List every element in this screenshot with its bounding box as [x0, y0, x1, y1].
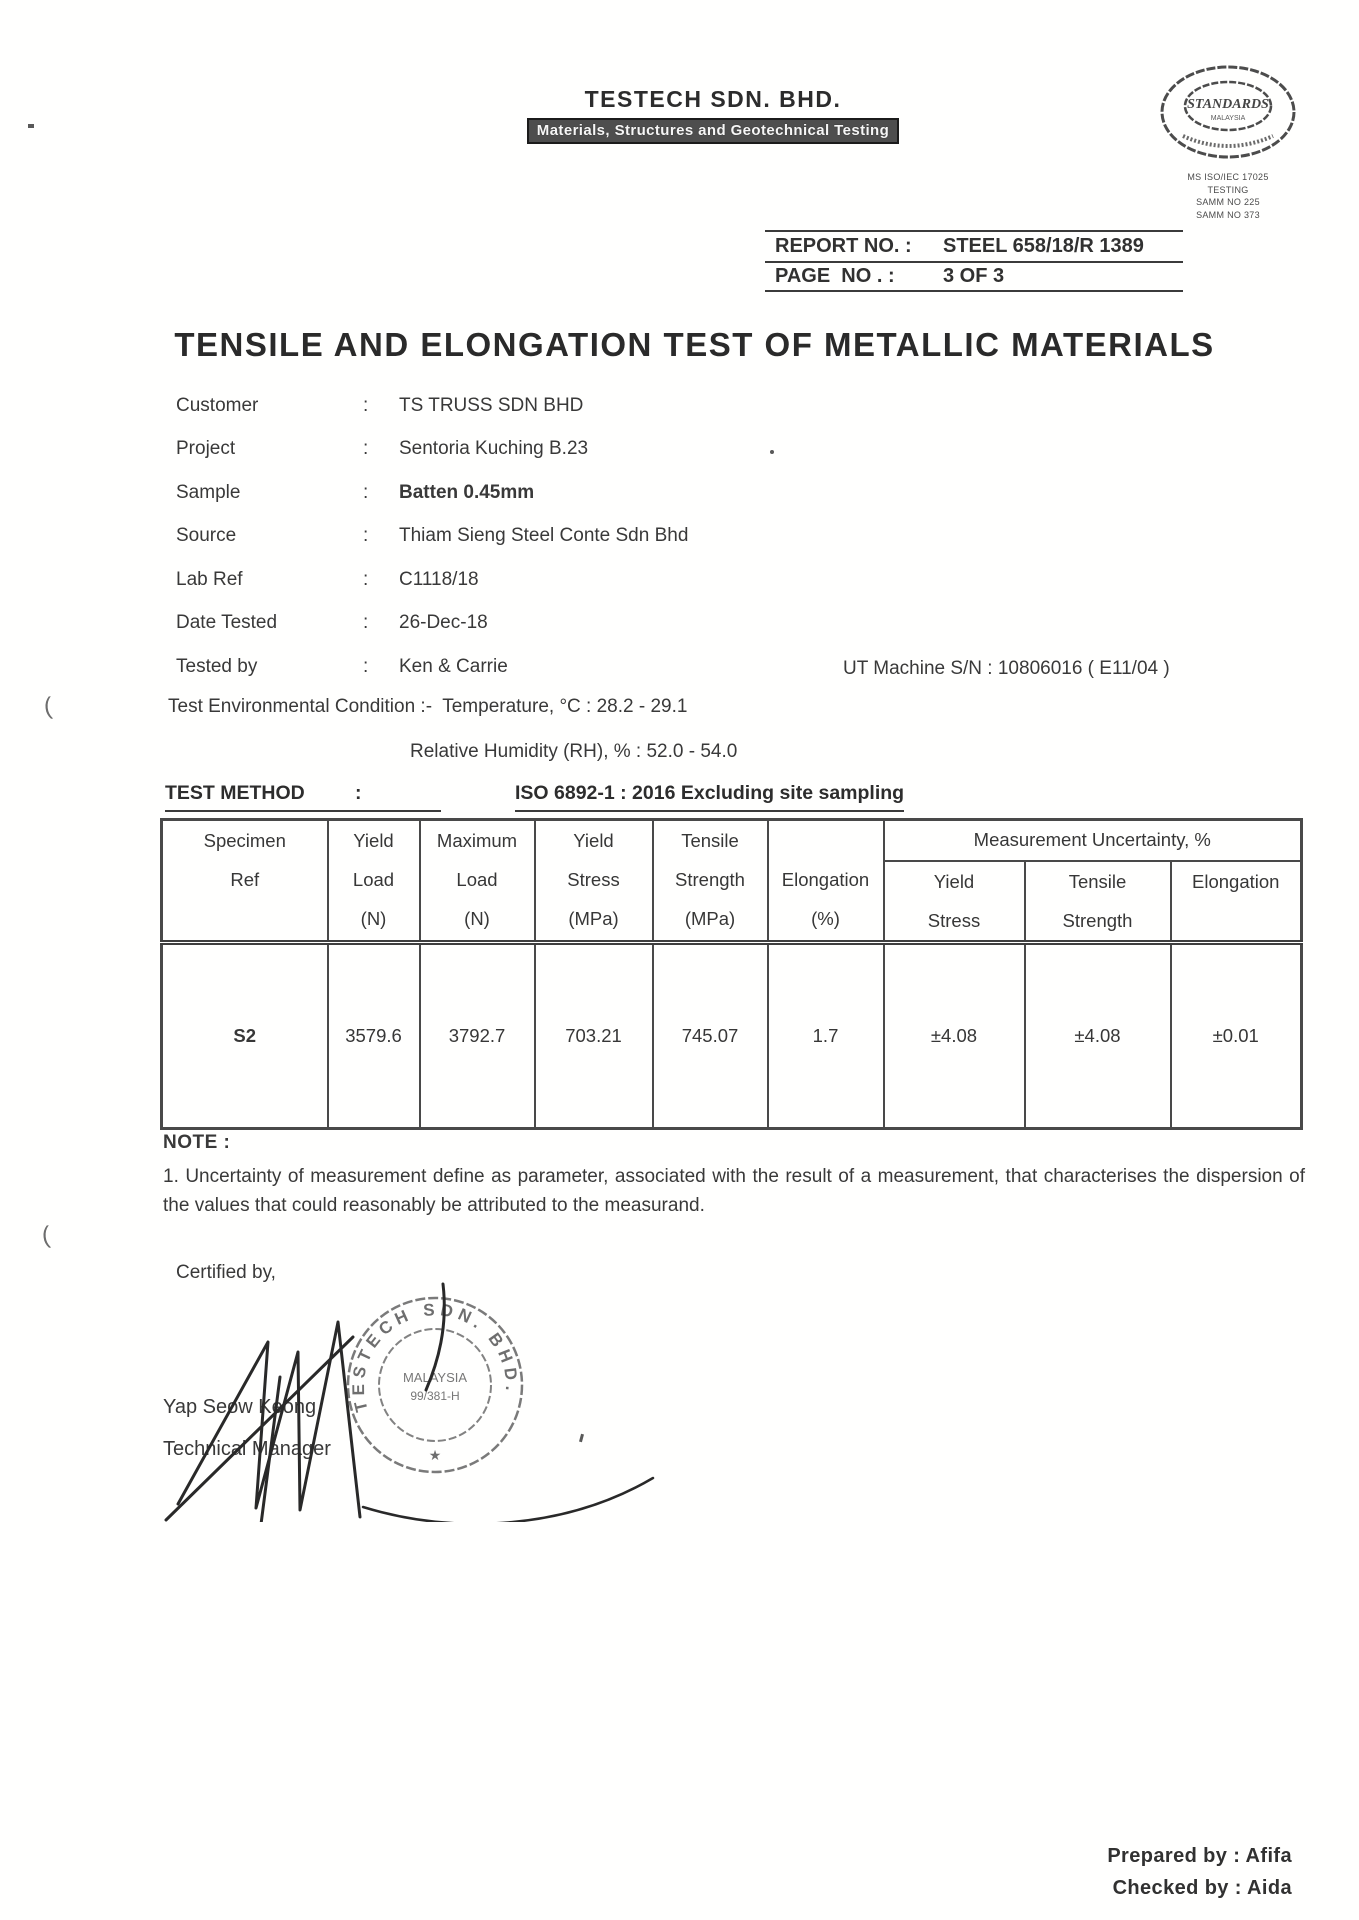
header-line: Yield: [933, 871, 975, 892]
prepared-by: Prepared by : Afifa: [1107, 1845, 1292, 1867]
header-line: Elongation: [1192, 871, 1280, 892]
company-header: [527, 86, 899, 144]
scan-artifact-paren: (: [42, 692, 54, 721]
info-label: Source: [176, 525, 237, 547]
cell-yield-load: 3579.6: [328, 943, 420, 1129]
info-value: Sentoria Kuching B.23: [399, 438, 589, 460]
info-label: Customer: [176, 394, 259, 416]
env-condition-temperature: Test Environmental Condition :- Temperature, °C : 28.2 - 29.1: [168, 696, 688, 717]
info-colon: :: [363, 655, 369, 677]
info-colon: :: [363, 525, 369, 547]
test-method-row: [165, 782, 904, 812]
test-method-left: [165, 782, 441, 812]
scan-artifact-paren: (: [40, 1221, 52, 1250]
stamp-center-text: MALAYSIA: [402, 1370, 468, 1385]
header-line: Stress: [927, 910, 981, 931]
note-body: 1. Uncertainty of measurement define as parameter, associated with the result of a measurement, that characterises the dispersion of the values that could reasonably be attributed to the measurand.: [163, 1166, 1305, 1216]
info-label: Project: [176, 438, 236, 460]
info-colon: :: [363, 612, 369, 634]
scan-artifact-speck: [28, 124, 34, 128]
company-round-stamp-icon: [348, 1298, 522, 1472]
results-table: [160, 818, 1303, 1130]
svg-text:TESTECH SDN. BHD.: [349, 1300, 521, 1414]
info-row-project: [176, 428, 688, 472]
env-condition-humidity: Relative Humidity (RH), % : 52.0 - 54.0: [410, 741, 738, 762]
header-line: (%): [811, 908, 840, 929]
info-label: Lab Ref: [176, 568, 243, 590]
header-line: (MPa): [568, 908, 619, 929]
info-row-labref: [176, 558, 688, 602]
header-line: Specimen: [203, 830, 286, 851]
header-line: Stress: [567, 869, 620, 890]
header-line: (MPa): [684, 908, 736, 929]
note-section: [163, 1132, 1305, 1220]
col-header-measurement-uncertainty: [884, 820, 1302, 862]
cell-mu-tensile-strength: ±4.08: [1025, 943, 1171, 1129]
accreditation-line: SAMM NO 225: [1196, 197, 1260, 207]
stamp-center-number: 99/381-H: [410, 1389, 460, 1403]
header-line: Strength: [675, 869, 745, 890]
col-header-tensile-strength: [653, 820, 768, 943]
col-header-specimen: [162, 820, 328, 943]
footer-signoff: [1107, 1840, 1292, 1904]
report-no-label: REPORT NO. :: [775, 235, 912, 257]
header-line: Maximum: [436, 830, 518, 851]
cell-mu-yield-stress: ±4.08: [884, 943, 1025, 1129]
info-row-testedby: [176, 645, 688, 689]
table-row: [162, 943, 1302, 1129]
cell-mu-elongation: ±0.01: [1171, 943, 1302, 1129]
company-name: TESTECH SDN. BHD.: [584, 86, 842, 112]
test-method-colon: :: [355, 782, 362, 804]
header-line: [769, 821, 883, 860]
header-line: (N): [360, 908, 387, 929]
cell-max-load: 3792.7: [420, 943, 535, 1129]
cell-specimen-ref: S2: [162, 943, 328, 1129]
report-number-box: [765, 230, 1183, 292]
header-line: Load: [352, 869, 395, 890]
stamp-subword: MALAYSIA: [1210, 115, 1246, 122]
col-header-mu-yield-stress: [884, 861, 1025, 943]
sample-info-section: [176, 384, 688, 689]
info-row-sample: [176, 471, 688, 515]
info-row-customer: [176, 384, 688, 428]
col-header-max-load: [420, 820, 535, 943]
info-value: Thiam Sieng Steel Conte Sdn Bhd: [399, 525, 689, 547]
info-row-source: [176, 515, 688, 559]
info-value: C1118/18: [399, 568, 479, 590]
header-line: (N): [464, 908, 490, 929]
ut-machine-serial: UT Machine S/N : 10806016 ( E11/04 ): [843, 658, 1170, 679]
info-colon: :: [363, 394, 369, 416]
test-method-value: ISO 6892-1 : 2016 Excluding site sampling: [515, 782, 904, 812]
info-row-datetested: [176, 602, 688, 646]
checked-by: Checked by : Aida: [1112, 1877, 1292, 1899]
header-line: Ref: [230, 869, 260, 890]
header-line: Elongation: [781, 869, 870, 890]
certifier-name: Yap Seow Keong: [163, 1396, 317, 1418]
header-line: Yield: [573, 830, 614, 851]
col-header-yield-stress: [535, 820, 653, 943]
accreditation-line: SAMM NO 373: [1196, 209, 1260, 220]
header-line: Tensile: [681, 830, 739, 851]
accreditation-line: TESTING: [1207, 184, 1249, 195]
header-line: [1172, 901, 1301, 940]
info-label: Tested by: [176, 655, 258, 677]
header-line: Measurement Uncertainty, %: [973, 829, 1211, 850]
cell-elongation: 1.7: [768, 943, 884, 1129]
info-colon: :: [363, 568, 369, 590]
header-line: Strength: [1062, 910, 1133, 931]
scan-artifact-dot: [770, 450, 774, 454]
report-no-row: [765, 230, 1183, 261]
page-no-row: [765, 261, 1183, 292]
cell-tensile-strength: 745.07: [653, 943, 768, 1129]
scan-artifact-tick: [579, 1434, 584, 1443]
col-header-mu-elongation: [1171, 861, 1302, 943]
accreditation-line: MS ISO/IEC 17025: [1187, 172, 1269, 182]
certified-by-label: Certified by,: [176, 1262, 276, 1283]
page-no-value: 3 OF 3: [943, 265, 1005, 287]
page-title: TENSILE AND ELONGATION TEST OF METALLIC MATERIALS: [174, 326, 1215, 363]
certifier-title: Technical Manager: [163, 1438, 331, 1460]
info-colon: :: [363, 481, 369, 503]
header-line: Tensile: [1068, 871, 1127, 892]
info-value: Ken & Carrie: [399, 655, 508, 677]
col-header-elongation: [768, 820, 884, 943]
header-line: [163, 899, 327, 938]
standards-malaysia-oval-icon: [1153, 62, 1303, 164]
accreditation-stamp: [1148, 62, 1308, 221]
stamp-star-icon: ★: [428, 1447, 442, 1463]
info-value: TS TRUSS SDN BHD: [399, 394, 584, 416]
info-value: 26-Dec-18: [399, 612, 488, 634]
cell-yield-stress: 703.21: [535, 943, 653, 1129]
accreditation-lines: [1148, 171, 1308, 221]
note-heading: NOTE :: [163, 1132, 231, 1153]
info-label: Date Tested: [176, 612, 278, 634]
info-label: Sample: [176, 481, 241, 503]
col-header-mu-tensile-strength: [1025, 861, 1171, 943]
stamp-word: STANDARDS: [1187, 97, 1269, 112]
header-line: Yield: [353, 830, 394, 851]
header-line: Load: [456, 869, 498, 890]
info-value: Batten 0.45mm: [399, 481, 535, 503]
page-no-label: PAGE NO . :: [775, 265, 895, 287]
info-colon: :: [363, 438, 369, 460]
col-header-yield-load: [328, 820, 420, 943]
test-method-label: TEST METHOD: [165, 782, 305, 804]
stamp-ring-text: TESTECH SDN. BHD.: [348, 1300, 522, 1414]
company-tagline: Materials, Structures and Geotechnical Testing: [527, 118, 899, 144]
report-no-value: STEEL 658/18/R 1389: [943, 235, 1144, 257]
